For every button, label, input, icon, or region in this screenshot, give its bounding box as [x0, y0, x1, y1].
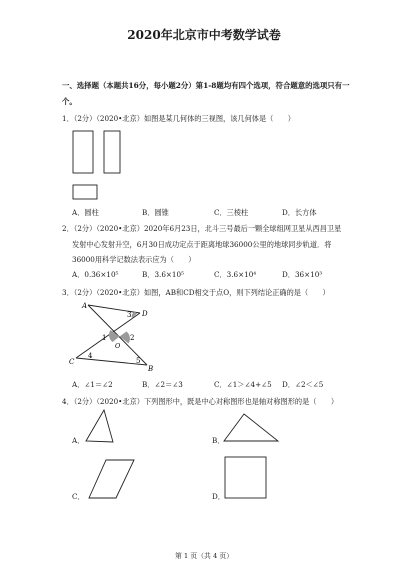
label-angle-4: 4: [88, 352, 93, 360]
q4-figure-a-triangle: [84, 408, 116, 444]
q3-option-a[interactable]: A．∠1＝∠2: [72, 380, 113, 389]
section-heading-line1: 一、选择题（本题共16分，每小题2分）第1-8题均有四个选项，符合题意的选项只有一: [62, 81, 350, 90]
side-view-rect: [104, 131, 120, 173]
parallelogram-shape: [89, 460, 134, 498]
obtuse-triangle-shape: [86, 410, 113, 442]
q2-option-a[interactable]: A．0.36×10⁵: [72, 270, 119, 279]
q3-option-c[interactable]: C．∠1＞∠4+∠5: [214, 380, 272, 389]
q2-stem-line3: 36000用科学记数法表示应为（ ）: [72, 255, 196, 264]
q2-stem-line1: 2．（2分）（2020•北京）2020年6月23日，北斗三号最后一颗全球组网卫星从西昌卫星: [62, 224, 342, 233]
q1-option-b[interactable]: B．圆锥: [142, 208, 169, 217]
label-angle-3: 3: [127, 311, 132, 319]
label-b: B: [148, 365, 154, 372]
front-view-rect: [73, 131, 93, 173]
q1-three-view-figure: [72, 130, 142, 206]
q4-figure-c-parallelogram: [88, 458, 136, 500]
label-c: C: [69, 358, 75, 366]
q2-option-d[interactable]: D．36×10³: [282, 270, 323, 279]
q3-stem: 3．（2分）（2020•北京）如图，AB和CD相交于点O，则下列结论正确的是（ ）: [62, 288, 330, 297]
top-view-rect: [73, 185, 97, 199]
label-angle-5: 5: [136, 357, 141, 365]
scalene-triangle-shape: [224, 414, 278, 441]
q4-stem: 4．（2分）（2020•北京）下列图形中，既是中心对称图形也是轴对称图形的是（ ）: [62, 397, 339, 406]
q4-figure-d-square: [224, 456, 268, 500]
page-footer: 第 1 页（共 4 页）: [174, 552, 234, 560]
q3-option-b[interactable]: B．∠2＝∠3: [142, 380, 183, 389]
q1-option-c[interactable]: C．三棱柱: [214, 208, 249, 217]
q2-option-b[interactable]: B．3.6×10⁵: [142, 270, 184, 279]
q1-option-d[interactable]: D．长方体: [282, 208, 317, 217]
angle-2-mark: [120, 332, 130, 344]
q4-option-a[interactable]: A．: [72, 436, 85, 445]
label-d: D: [142, 310, 148, 318]
q1-option-a[interactable]: A．圆柱: [72, 208, 99, 217]
q4-option-d[interactable]: D．: [212, 492, 225, 501]
segment-ad: [88, 305, 140, 313]
q4-figure-b-triangle: [222, 412, 280, 444]
q2-stem-line2: 发射中心发射升空，6月30日成功定点于距离地球36000公里的地球同步轨道．将: [72, 240, 332, 249]
label-a: A: [82, 302, 88, 310]
section-heading-line2: 个。: [62, 97, 77, 106]
q3-intersecting-lines-figure: [64, 300, 160, 372]
q1-stem: 1．（2分）（2020•北京）如图是某几何体的三视图，该几何体是（ ）: [62, 114, 295, 123]
q3-option-d[interactable]: D．∠2＜∠5: [282, 380, 324, 389]
q4-option-b[interactable]: B．: [212, 436, 225, 445]
q4-option-c[interactable]: C．: [72, 492, 85, 501]
label-angle-1: 1: [102, 334, 107, 342]
square-shape: [225, 457, 266, 498]
label-angle-2: 2: [130, 334, 135, 342]
page-title: 2020年北京市中考数学试卷: [127, 28, 281, 42]
q2-option-c[interactable]: C．3.6×10⁴: [214, 270, 257, 279]
label-o: O: [115, 342, 121, 350]
